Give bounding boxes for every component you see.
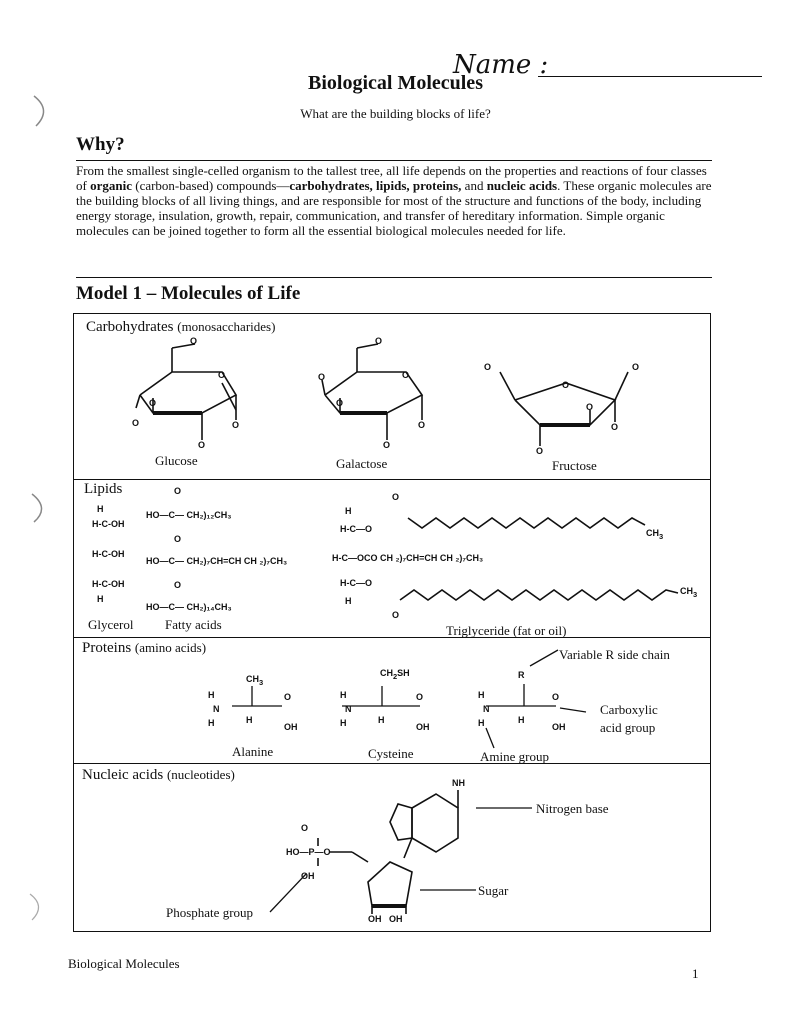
- glucose-structure: [136, 344, 236, 440]
- galactose-oh: O: [336, 398, 344, 408]
- galactose-structure: [322, 344, 422, 440]
- sugar-oh: OH OH: [368, 914, 403, 924]
- galactose-label: Galactose: [336, 456, 388, 471]
- nucleotide-structure: [318, 790, 458, 914]
- glucose-oh: O: [132, 418, 140, 428]
- galactose-oh: O: [383, 440, 391, 450]
- carbonyl-o: O: [174, 534, 182, 544]
- generic-h: H: [518, 715, 525, 725]
- triglyceride-backbone: H H-C—O H-C—O H: [340, 506, 372, 606]
- phosphate-group-label: Phosphate group: [166, 905, 254, 920]
- generic-amine: H N H: [478, 690, 490, 728]
- acid-group-label: acid group: [600, 720, 656, 735]
- glucose-oh: O: [149, 398, 157, 408]
- carbonyl-o: O: [174, 580, 182, 590]
- nitrogen-base-label: Nitrogen base: [536, 801, 609, 816]
- page-subtitle: What are the building blocks of life?: [300, 106, 491, 121]
- amine-group-label: Amine group: [480, 749, 549, 764]
- glycerol-structure: H H-C-OH H-C-OH H-C-OH H: [92, 504, 125, 604]
- fatty-acid-1: HO—C— CH₂)₁₂CH₃: [146, 510, 232, 520]
- glycerol-label: Glycerol: [88, 617, 134, 632]
- fructose-oh: O: [586, 402, 594, 412]
- cysteine-side: $CH_2SH$: [380, 668, 410, 681]
- sugar-label: Sugar: [478, 883, 509, 898]
- nh-group: NH: [452, 778, 465, 788]
- carboxylic-label: Carboxylic: [600, 702, 658, 717]
- ch3-end: $CH_3$: [646, 528, 664, 541]
- lipids-title: Lipids: [84, 481, 123, 497]
- carbonyl-o: O: [174, 486, 182, 496]
- triglyceride-middle: H-C—OCO CH ₂)₇CH=CH CH ₂)₇CH₃: [332, 553, 484, 563]
- page-number: 1: [692, 966, 699, 981]
- proteins-title: Proteins (amino acids): [82, 640, 207, 656]
- galactose-oh: O: [418, 420, 426, 430]
- alanine-h: H: [246, 715, 253, 725]
- cysteine-amine: H N H: [340, 690, 352, 728]
- glucose-oh: O: [232, 420, 240, 430]
- glucose-o: O: [190, 336, 198, 346]
- model-heading: Model 1 – Molecules of Life: [76, 283, 301, 304]
- fructose-o: O: [632, 362, 640, 372]
- intro-paragraph: From the smallest single-celled organism to the tallest tree, all life depends on the properties and reactions of four classes of organic (carbon-based) compounds—carbohydrates, lipids, proteins, and nucleic acids. These organic molecules are the building blocks of all living things, and are responsible for most of the structure and functions of the body, including energy storage, insulation, growth, repair, communication, and transfer of hereditary information. Simple organic molecules can be joined together to form all the essential biological molecules needed for life.: [76, 163, 712, 238]
- galactose-oh: O: [318, 372, 326, 382]
- cysteine-carboxyl: O OH: [416, 692, 430, 732]
- cysteine-h: H: [378, 715, 385, 725]
- fructose-ring-o: O: [562, 380, 570, 390]
- alanine-ch3: $CH_3$: [246, 674, 264, 687]
- triglyceride-label: Triglyceride (fat or oil): [446, 623, 567, 638]
- carbohydrates-title: Carbohydrates (monosaccharides): [86, 319, 276, 335]
- variable-r-label: Variable R side chain: [559, 647, 670, 662]
- fructose-oh: O: [536, 446, 544, 456]
- phosphate-structure: O HO—P—O OH: [286, 823, 331, 881]
- fructose-oh: O: [611, 422, 619, 432]
- footer-text: Biological Molecules: [68, 956, 180, 971]
- ester-o: O: [392, 492, 400, 502]
- amino-acid-bonds: [232, 684, 556, 706]
- cysteine-label: Cysteine: [368, 746, 414, 761]
- glucose-ring-o: O: [218, 370, 226, 380]
- name-label: Name :: [453, 50, 549, 80]
- alanine-amine: H N H: [208, 690, 220, 728]
- fructose-o: O: [484, 362, 492, 372]
- glucose-label: Glucose: [155, 453, 198, 468]
- fatty-acid-2: HO—C— CH₂)₇CH=CH CH ₂)₇CH₃: [146, 556, 288, 566]
- galactose-ring-o: O: [402, 370, 410, 380]
- fatty-acid-3: HO—C— CH₂)₁₄CH₃: [146, 602, 232, 612]
- fatty-acids-label: Fatty acids: [165, 617, 222, 632]
- alanine-carboxyl: O OH: [284, 692, 298, 732]
- fatty-chain-3: [400, 590, 678, 600]
- galactose-o: O: [375, 336, 383, 346]
- page-title: Biological Molecules: [308, 72, 483, 94]
- why-heading: Why?: [76, 134, 125, 155]
- fatty-chain-1: [408, 518, 645, 528]
- nucleic-title: Nucleic acids (nucleotides): [82, 767, 235, 783]
- ester-o: O: [392, 610, 400, 620]
- alanine-label: Alanine: [232, 744, 274, 759]
- generic-r: R: [518, 670, 525, 680]
- ch3-end: $CH_3$: [680, 586, 698, 599]
- generic-carboxyl: O OH: [552, 692, 566, 732]
- fructose-label: Fructose: [552, 458, 597, 473]
- glucose-oh: O: [198, 440, 206, 450]
